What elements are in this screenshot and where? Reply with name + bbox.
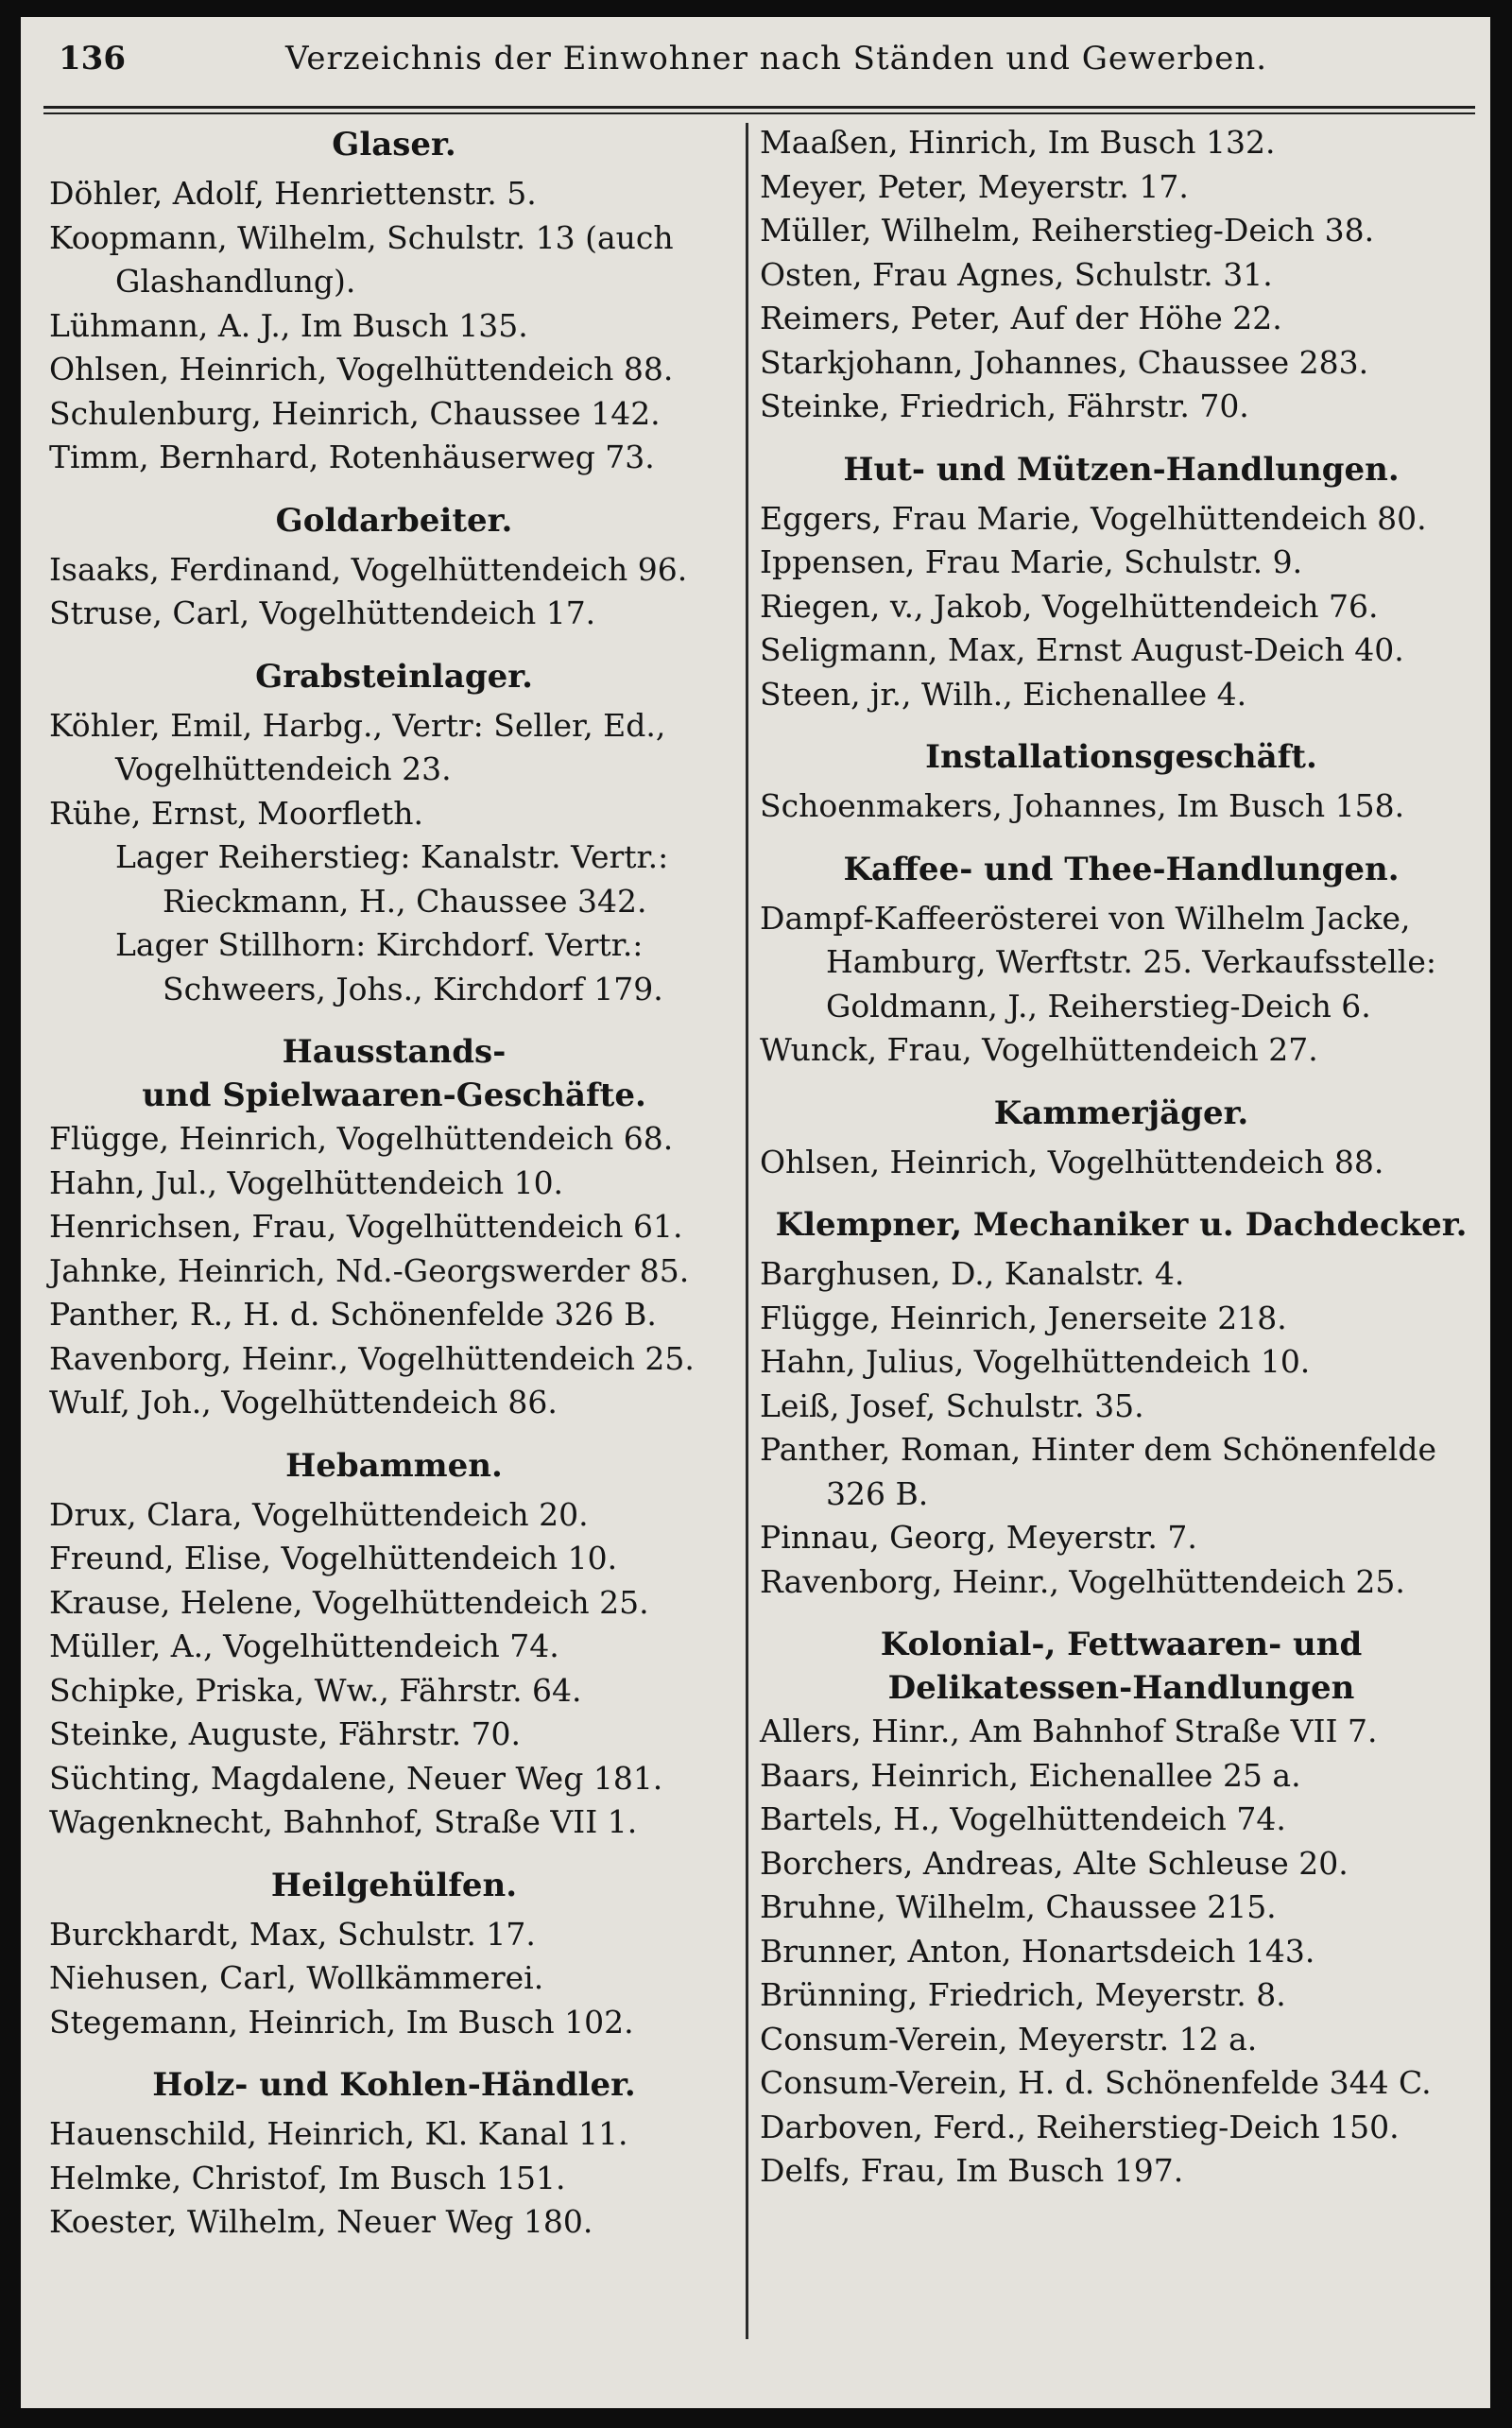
list-item: Helmke, Christof, Im Busch 151. bbox=[49, 2159, 566, 2196]
list-item: Bruhne, Wilhelm, Chaussee 215. bbox=[760, 1888, 1277, 1925]
list-item: Darboven, Ferd., Reiherstieg-Deich 150. bbox=[760, 2108, 1400, 2145]
list-item: Barghusen, D., Kanalstr. 4. bbox=[760, 1255, 1185, 1292]
list-item: Allers, Hinr., Am Bahnhof Straße VII 7. bbox=[760, 1713, 1378, 1749]
list-item: Delfs, Frau, Im Busch 197. bbox=[760, 2152, 1184, 2189]
heading-line: Hausstands- bbox=[282, 1033, 507, 1071]
list-item: Wulf, Joh., Vogelhüttendeich 86. bbox=[49, 1384, 558, 1421]
right-column bbox=[760, 121, 1483, 2194]
list-item: Krause, Helene, Vogelhüttendeich 25. bbox=[49, 1583, 649, 1621]
list-item: Niehusen, Carl, Wollkämmerei. bbox=[49, 1959, 544, 1996]
list-item: Burckhardt, Max, Schulstr. 17. bbox=[49, 1915, 536, 1953]
list-item: Starkjohann, Johannes, Chaussee 283. bbox=[760, 343, 1369, 381]
list-item: Steen, jr., Wilh., Eichenallee 4. bbox=[760, 675, 1247, 713]
page-header bbox=[21, 17, 1490, 100]
list-item: Ravenborg, Heinr., Vogelhüttendeich 25. bbox=[49, 1339, 695, 1377]
section-heading-heilgehuelfen: Heilgehülfen. bbox=[270, 1866, 518, 1904]
list-item: Hahn, Jul., Vogelhüttendeich 10. bbox=[49, 1163, 564, 1201]
list-item: Hauenschild, Heinrich, Kl. Kanal 11. bbox=[49, 2115, 628, 2152]
section-heading-holz: Holz- und Kohlen-Händler. bbox=[152, 2066, 636, 2104]
page-number: 136 bbox=[59, 40, 126, 77]
list-item: Steinke, Friedrich, Fährstr. 70. bbox=[760, 387, 1249, 424]
section-heading-klempner: Klempner, Mechaniker u. Dachdecker. bbox=[775, 1206, 1468, 1244]
list-item: Consum-Verein, H. d. Schönenfelde 344 C. bbox=[760, 2064, 1432, 2101]
directory-page bbox=[21, 17, 1490, 2408]
list-item: Maaßen, Hinrich, Im Busch 132. bbox=[760, 124, 1276, 161]
section-heading-hausstands bbox=[49, 1030, 739, 1117]
list-item: Consum-Verein, Meyerstr. 12 a. bbox=[760, 2020, 1258, 2058]
list-item: Isaaks, Ferdinand, Vogelhüttendeich 96. bbox=[49, 550, 688, 588]
list-item: Köhler, Emil, Harbg., Vertr: Seller, Ed., Vogelhüttendeich 23. bbox=[49, 706, 666, 787]
list-item: Hahn, Julius, Vogelhüttendeich 10. bbox=[760, 1343, 1311, 1380]
list-item: Ravenborg, Heinr., Vogelhüttendeich 25. bbox=[760, 1562, 1405, 1600]
list-item: Osten, Frau Agnes, Schulstr. 31. bbox=[760, 255, 1273, 293]
list-item: Drux, Clara, Vogelhüttendeich 20. bbox=[49, 1495, 589, 1533]
section-heading-kammerjaeger: Kammerjäger. bbox=[993, 1093, 1249, 1132]
list-item: Müller, Wilhelm, Reiherstieg-Deich 38. bbox=[760, 212, 1375, 249]
section-heading-glaser: Glaser. bbox=[332, 126, 456, 164]
list-item: Borchers, Andreas, Alte Schleuse 20. bbox=[760, 1844, 1349, 1882]
list-item: Leiß, Josef, Schulstr. 35. bbox=[760, 1386, 1144, 1424]
list-item: Süchting, Magdalene, Neuer Weg 181. bbox=[49, 1759, 663, 1797]
list-item: Rühe, Ernst, Moorfleth. bbox=[49, 794, 423, 832]
list-item: Koopmann, Wilhelm, Schulstr. 13 (auch Glashandlung). bbox=[49, 218, 674, 300]
list-sub-item: Lager Reiherstieg: Kanalstr. Vertr.: Rieckmann, H., Chaussee 342. bbox=[115, 838, 669, 920]
list-item: Reimers, Peter, Auf der Höhe 22. bbox=[760, 300, 1282, 336]
section-heading-goldarbeiter: Goldarbeiter. bbox=[275, 501, 513, 540]
list-item: Riegen, v., Jakob, Vogelhüttendeich 76. bbox=[760, 587, 1379, 625]
list-sub-item: Lager Stillhorn: Kirchdorf. Vertr.: Schweers, Johs., Kirchdorf 179. bbox=[115, 926, 663, 1007]
list-item: Ohlsen, Heinrich, Vogelhüttendeich 88. bbox=[760, 1143, 1384, 1180]
list-item: Brünning, Friedrich, Meyerstr. 8. bbox=[760, 1976, 1286, 2013]
header-rule bbox=[43, 106, 1475, 109]
header-rule-thin bbox=[43, 112, 1475, 114]
heading-line: und Spielwaaren-Geschäfte. bbox=[142, 1076, 646, 1114]
list-item: Timm, Bernhard, Rotenhäuserweg 73. bbox=[49, 439, 655, 475]
list-item: Panther, R., H. d. Schönenfelde 326 B. bbox=[49, 1296, 657, 1333]
list-item: Panther, Roman, Hinter dem Schönenfelde 326 B. bbox=[760, 1431, 1437, 1512]
section-heading-hebammen: Hebammen. bbox=[285, 1446, 503, 1485]
heading-line: Delikatessen-Handlungen bbox=[887, 1669, 1355, 1707]
list-item: Schipke, Priska, Ww., Fährstr. 64. bbox=[49, 1671, 582, 1709]
list-item: Wunck, Frau, Vogelhüttendeich 27. bbox=[760, 1031, 1318, 1068]
list-item: Bartels, H., Vogelhüttendeich 74. bbox=[760, 1800, 1286, 1837]
list-item: Müller, A., Vogelhüttendeich 74. bbox=[49, 1627, 559, 1664]
list-item: Seligmann, Max, Ernst August-Deich 40. bbox=[760, 631, 1404, 668]
running-title: Verzeichnis der Einwohner nach Ständen und Gewerben. bbox=[285, 40, 1268, 77]
section-heading-grabsteinlager: Grabsteinlager. bbox=[255, 657, 533, 696]
list-item: Flügge, Heinrich, Jenerseite 218. bbox=[760, 1299, 1287, 1336]
list-item: Jahnke, Heinrich, Nd.-Georgswerder 85. bbox=[49, 1251, 690, 1289]
list-item: Freund, Elise, Vogelhüttendeich 10. bbox=[49, 1540, 618, 1576]
list-item: Eggers, Frau Marie, Vogelhüttendeich 80. bbox=[760, 499, 1427, 537]
list-item: Steinke, Auguste, Fährstr. 70. bbox=[49, 1715, 522, 1752]
list-item: Lühmann, A. J., Im Busch 135. bbox=[49, 306, 528, 344]
heading-line: Kolonial-, Fettwaaren- und bbox=[880, 1626, 1363, 1663]
list-item: Wagenknecht, Bahnhof, Straße VII 1. bbox=[49, 1803, 638, 1840]
list-item: Flügge, Heinrich, Vogelhüttendeich 68. bbox=[49, 1120, 674, 1157]
list-item: Koester, Wilhelm, Neuer Weg 180. bbox=[49, 2203, 593, 2240]
list-item: Ippensen, Frau Marie, Schulstr. 9. bbox=[760, 543, 1303, 580]
list-item: Ohlsen, Heinrich, Vogelhüttendeich 88. bbox=[49, 351, 674, 387]
list-item: Pinnau, Georg, Meyerstr. 7. bbox=[760, 1519, 1197, 1556]
list-item: Meyer, Peter, Meyerstr. 17. bbox=[760, 167, 1189, 205]
section-heading-kolonial bbox=[760, 1623, 1483, 1710]
list-item: Henrichsen, Frau, Vogelhüttendeich 61. bbox=[49, 1208, 683, 1245]
list-item: Döhler, Adolf, Henriettenstr. 5. bbox=[49, 175, 537, 212]
list-item: Dampf-Kaffeerösterei von Wilhelm Jacke, Hamburg, Werftstr. 25. Verkaufsstelle: Goldmann, J., Reiherstieg-Deich 6. bbox=[760, 899, 1436, 1025]
list-item: Baars, Heinrich, Eichenallee 25 a. bbox=[760, 1756, 1301, 1794]
section-heading-installation: Installationsgeschäft. bbox=[925, 738, 1317, 776]
column-divider bbox=[746, 123, 748, 2339]
list-item: Schoenmakers, Johannes, Im Busch 158. bbox=[760, 787, 1405, 824]
list-item: Brunner, Anton, Honartsdeich 143. bbox=[760, 1932, 1315, 1970]
list-item: Schulenburg, Heinrich, Chaussee 142. bbox=[49, 394, 661, 432]
list-item: Struse, Carl, Vogelhüttendeich 17. bbox=[49, 594, 596, 631]
left-column bbox=[49, 121, 739, 2245]
section-heading-hut: Hut- und Mützen-Handlungen. bbox=[843, 450, 1400, 489]
list-item: Stegemann, Heinrich, Im Busch 102. bbox=[49, 2003, 634, 2041]
section-heading-kaffee: Kaffee- und Thee-Handlungen. bbox=[843, 850, 1400, 888]
